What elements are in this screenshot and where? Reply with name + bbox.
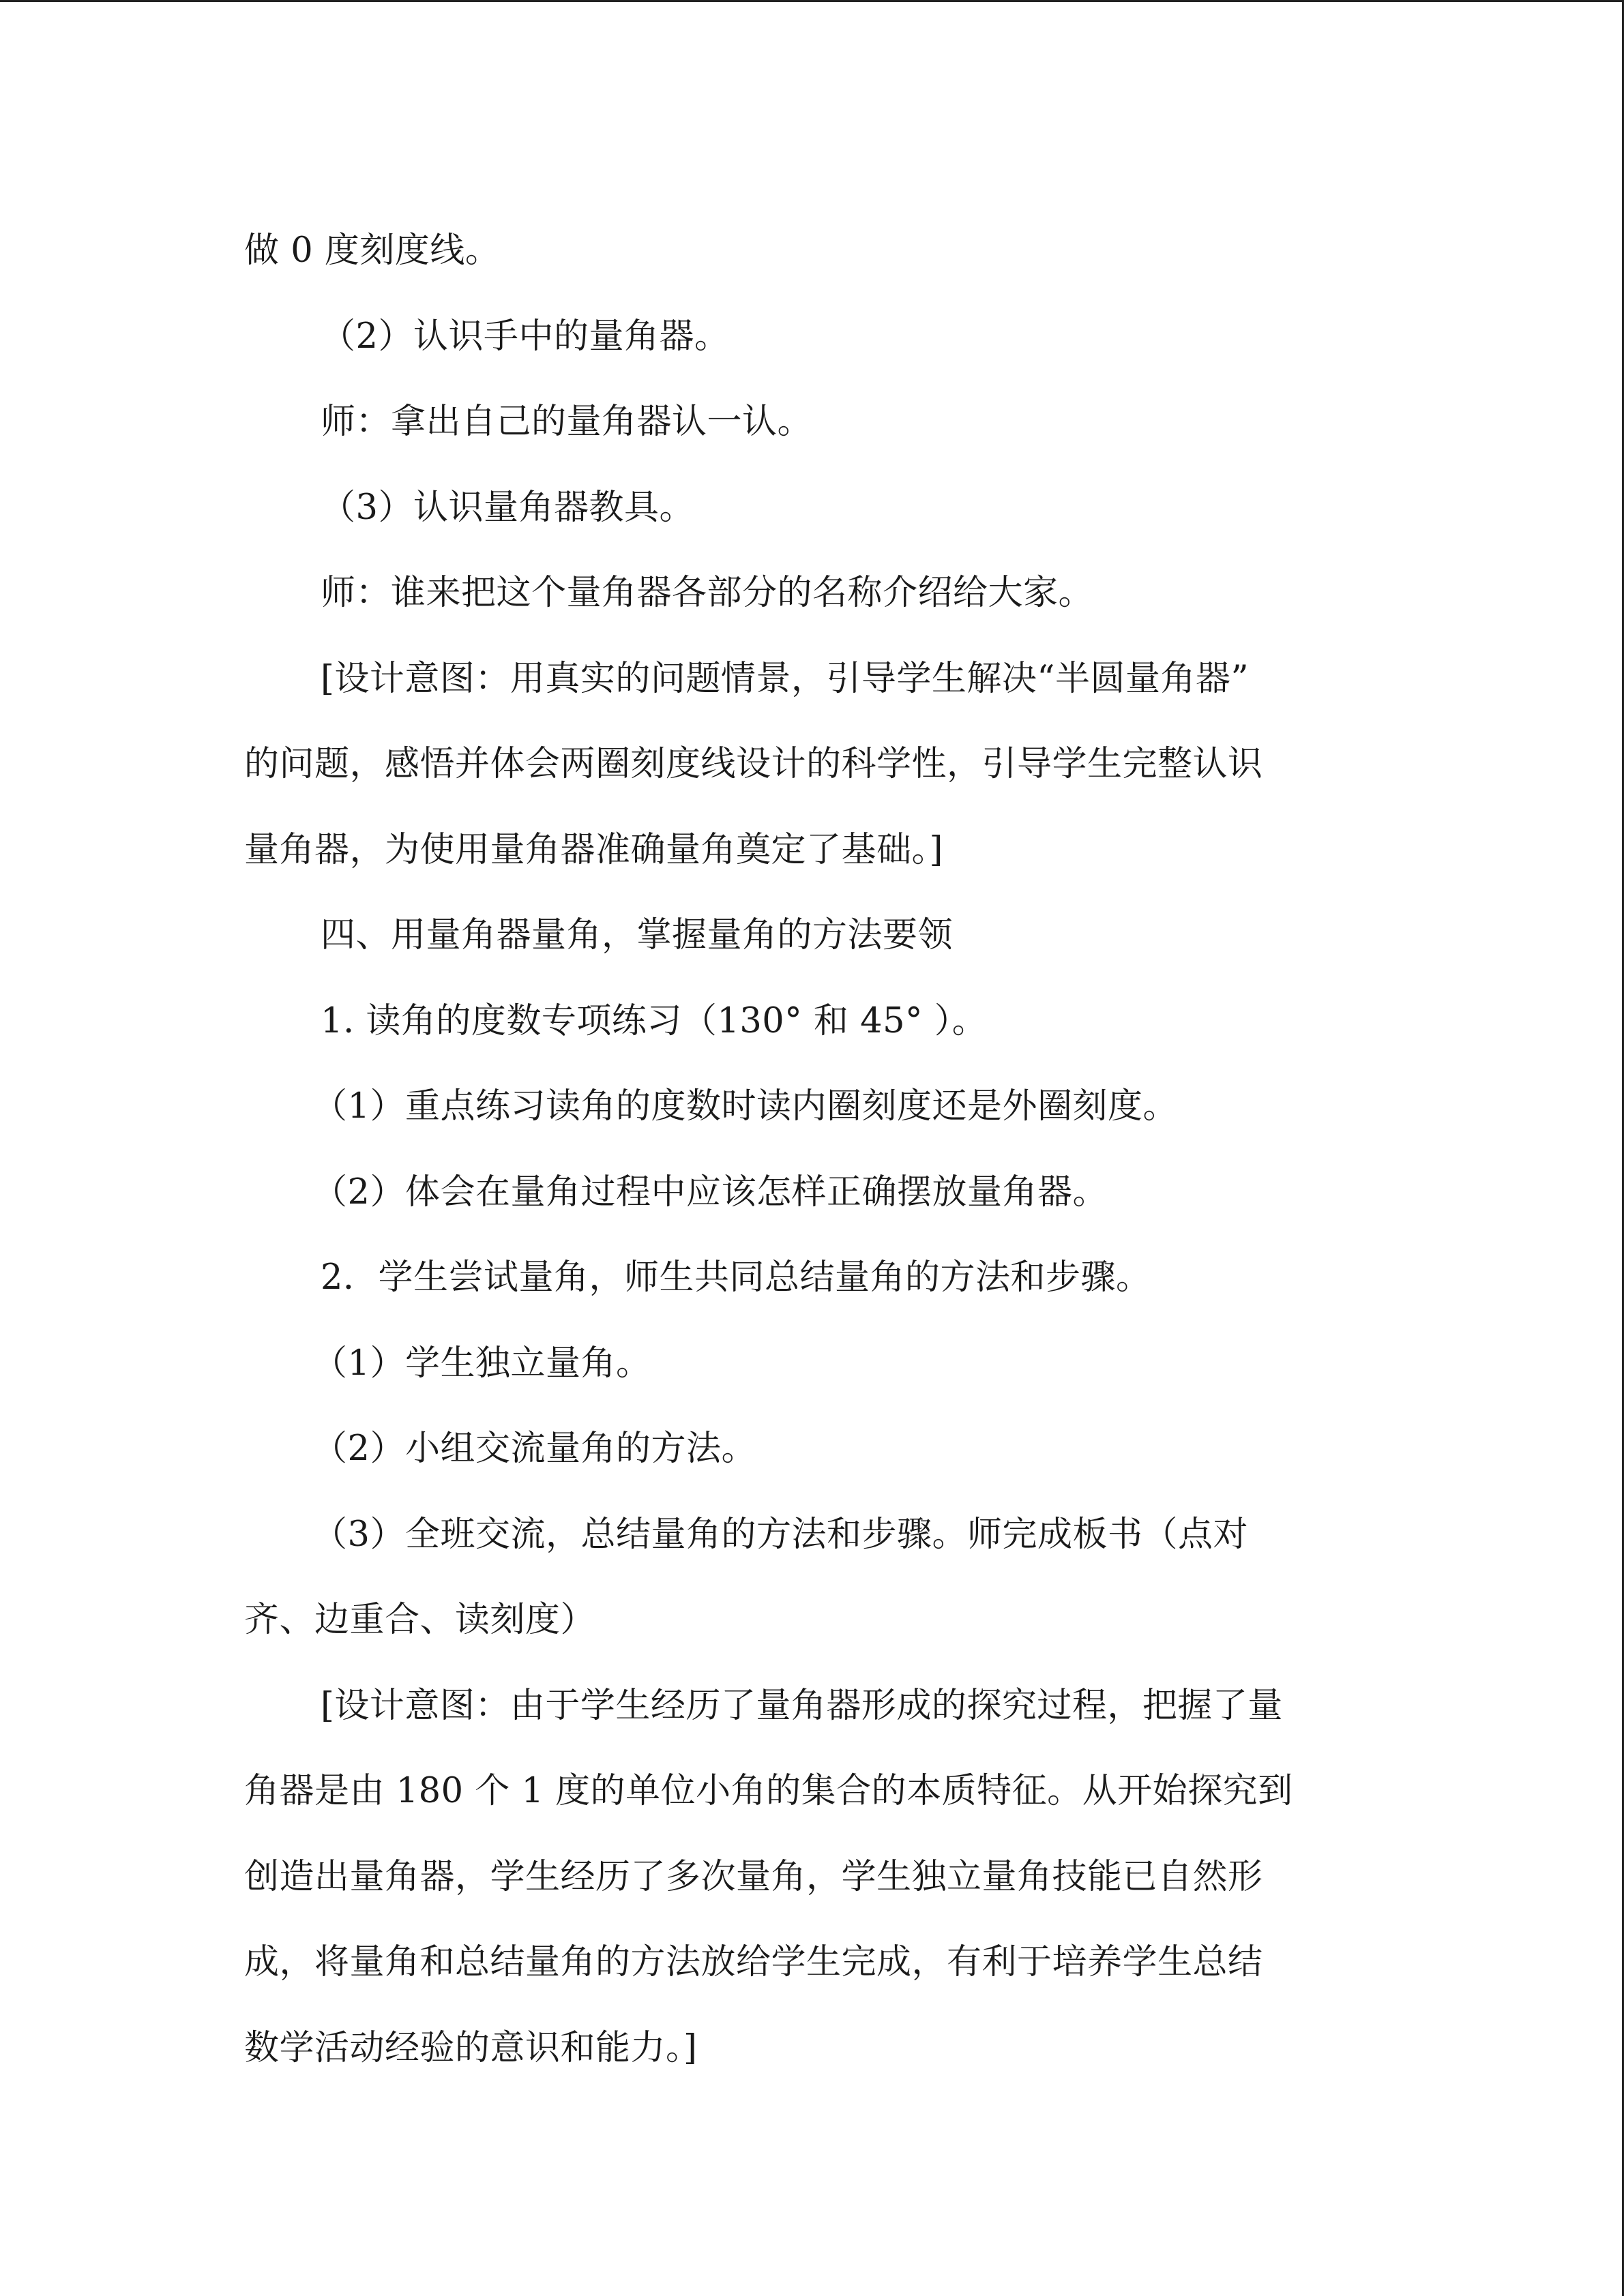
- text-line: 齐、边重合、读刻度）: [244, 1600, 596, 1640]
- design-intent-paragraph: [设计意图：由于学生经历了量角器形成的探究过程，把握了量: [321, 1685, 1283, 1726]
- section-heading: 四、用量角器量角，掌握量角的方法要领: [321, 915, 954, 955]
- design-intent-paragraph: [设计意图：用真实的问题情景，引导学生解决“半圆量角器”: [321, 658, 1250, 699]
- text-line: 做 0 度刻度线。: [244, 230, 501, 271]
- text-line: （1）重点练习读角的度数时读内圈刻度还是外圈刻度。: [312, 1086, 1178, 1127]
- text-line: （3）全班交流，总结量角的方法和步骤。师完成板书（点对: [312, 1514, 1248, 1555]
- text-line: （1）学生独立量角。: [312, 1343, 651, 1384]
- text-line: （2）认识手中的量角器。: [321, 316, 730, 357]
- text-line: 量角器，为使用量角器准确量角奠定了基础。]: [244, 829, 943, 870]
- text-line: （2）小组交流量角的方法。: [312, 1429, 756, 1469]
- text-line: 的问题，感悟并体会两圈刻度线设计的科学性，引导学生完整认识: [244, 744, 1263, 784]
- text-line: 数学活动经验的意识和能力。]: [244, 2027, 698, 2068]
- text-line: （2）体会在量角过程中应该怎样正确摆放量角器。: [312, 1172, 1108, 1212]
- text-line: 2．学生尝试量角，师生共同总结量角的方法和步骤。: [321, 1257, 1151, 1298]
- text-line: 1. 读角的度数专项练习（130° 和 45° ）。: [321, 1000, 988, 1041]
- text-line: 师：拿出自己的量角器认一认。: [321, 402, 813, 442]
- text-line: 成，将量角和总结量角的方法放给学生完成，有利于培养学生总结: [244, 1942, 1263, 1982]
- document-body: [244, 208, 1380, 2091]
- text-line: 师：谁来把这个量角器各部分的名称介绍给大家。: [321, 573, 1094, 613]
- text-line: （3）认识量角器教具。: [321, 487, 694, 528]
- text-line: 创造出量角器，学生经历了多次量角，学生独立量角技能已自然形: [244, 1856, 1263, 1897]
- text-line: 角器是由 180 个 1 度的单位小角的集合的本质特征。从开始探究到: [244, 1771, 1293, 1811]
